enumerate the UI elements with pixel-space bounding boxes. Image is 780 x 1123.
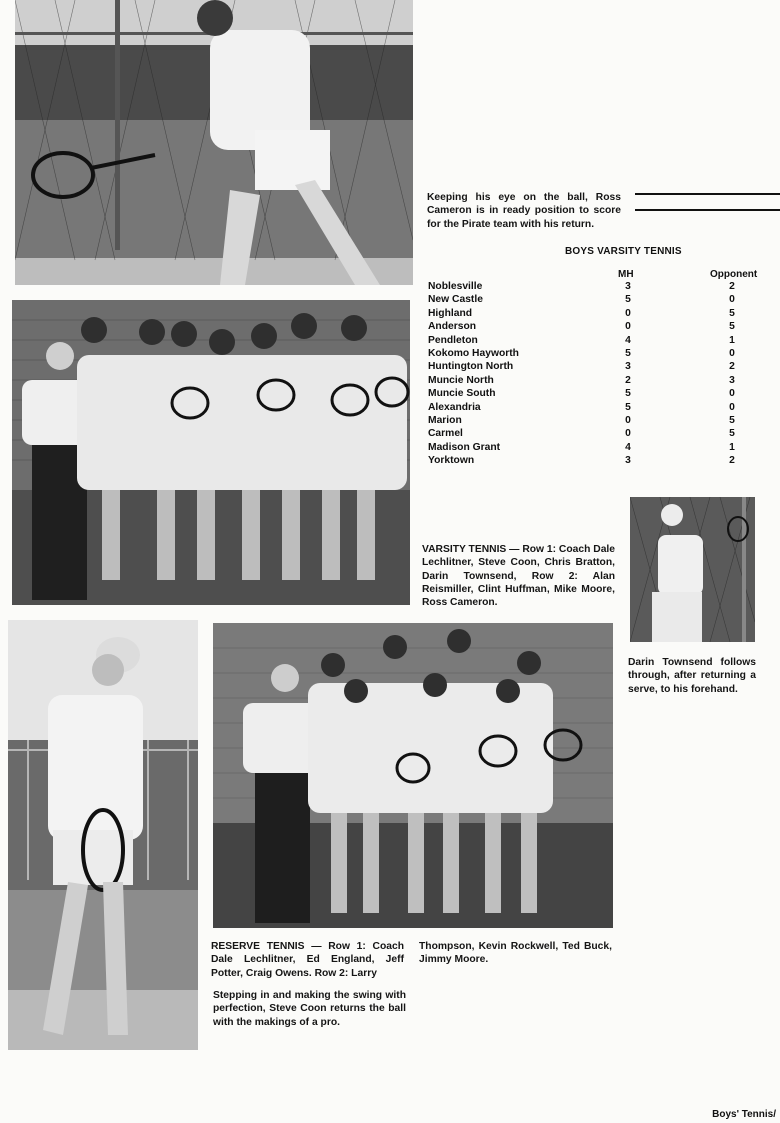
opponent-score: 0 — [729, 347, 735, 359]
opponent-name: Anderson — [428, 321, 477, 333]
opponent-name: Huntington North — [428, 361, 514, 373]
score-row — [428, 427, 768, 440]
score-row — [428, 280, 768, 293]
opponent-score: 5 — [729, 428, 735, 440]
scores-title: BOYS VARSITY TENNIS — [565, 246, 682, 257]
opponent-score: 5 — [729, 321, 735, 333]
page-footer: Boys' Tennis/ — [712, 1109, 776, 1120]
home-score: 0 — [625, 321, 631, 333]
home-score: 0 — [625, 307, 631, 319]
photo-varsity-team — [12, 300, 410, 605]
opponent-score: 5 — [729, 307, 735, 319]
opponent-score: 5 — [729, 414, 735, 426]
caption-reserve-col2: Thompson, Kevin Rockwell, Ted Buck, Jimmy Moore. — [419, 941, 612, 966]
opponent-name: Marion — [428, 414, 462, 426]
home-score: 5 — [625, 347, 631, 359]
opponent-score: 2 — [729, 361, 735, 373]
home-score: 3 — [625, 361, 631, 373]
home-score: 5 — [625, 388, 631, 400]
decorative-rule — [635, 193, 780, 195]
opponent-name: New Castle — [428, 294, 483, 306]
home-score: 3 — [625, 281, 631, 292]
caption-reserve-col1: RESERVE TENNIS — Row 1: Coach Dale Lechlitner, Ed England, Jeff Potter, Craig Owens. Row 2: Larry — [211, 941, 404, 979]
score-row — [428, 360, 768, 373]
score-row — [428, 454, 768, 467]
caption-ross-cameron: Keeping his eye on the ball, Ross Cameron is in ready position to score for the Pirate team with his return. — [427, 192, 621, 230]
score-row — [428, 401, 768, 414]
opponent-score: 0 — [729, 294, 735, 306]
caption-varsity-team: VARSITY TENNIS — Row 1: Coach Dale Lechlitner, Steve Coon, Chris Bratton, Darin Townsend, Row 2: Alan Reismiller, Clint Huffman, Mike Moore, Ross Cameron. — [422, 544, 616, 609]
home-score: 0 — [625, 414, 631, 426]
score-row — [428, 307, 768, 320]
opponent-name: Highland — [428, 307, 473, 319]
score-row — [428, 347, 768, 360]
home-score: 0 — [625, 428, 631, 440]
opponent-name: Muncie North — [428, 374, 494, 386]
opponent-score: 3 — [729, 374, 735, 386]
home-score: 5 — [625, 294, 631, 306]
opponent-name: Kokomo Hayworth — [428, 347, 519, 359]
opponent-score: 0 — [729, 388, 735, 400]
home-score: 4 — [625, 334, 631, 346]
opponent-name: Noblesville — [428, 281, 483, 292]
opponent-name: Muncie South — [428, 388, 496, 400]
home-score: 5 — [625, 401, 631, 413]
decorative-rule — [635, 209, 780, 211]
opponent-score: 0 — [729, 401, 735, 413]
opponent-name: Yorktown — [428, 455, 475, 467]
column-header-opponent: Opponent — [710, 269, 758, 280]
opponent-name: Pendleton — [428, 334, 478, 346]
score-row — [428, 387, 768, 400]
photo-ross-cameron — [15, 0, 413, 285]
column-header-mh: MH — [618, 269, 634, 280]
score-row — [428, 414, 768, 427]
opponent-name: Madison Grant — [428, 441, 501, 453]
opponent-score: 1 — [729, 334, 735, 346]
score-row — [428, 374, 768, 387]
opponent-name: Carmel — [428, 428, 463, 440]
score-row — [428, 320, 768, 333]
photo-darin-townsend — [630, 497, 755, 642]
scores-table — [428, 280, 768, 467]
score-row — [428, 293, 768, 306]
home-score: 4 — [625, 441, 631, 453]
caption-steve-coon: Stepping in and making the swing with perfection, Steve Coon returns the ball with the makings of a pro. — [213, 990, 406, 1028]
caption-darin-townsend: Darin Townsend follows through, after returning a serve, to his forehand. — [628, 657, 756, 695]
opponent-name: Alexandria — [428, 401, 481, 413]
home-score: 2 — [625, 374, 631, 386]
opponent-score: 2 — [729, 281, 735, 292]
opponent-score: 1 — [729, 441, 735, 453]
photo-reserve-team — [213, 623, 613, 928]
score-row — [428, 334, 768, 347]
score-row — [428, 441, 768, 454]
opponent-score: 2 — [729, 455, 735, 467]
photo-steve-coon — [8, 620, 198, 1050]
home-score: 3 — [625, 455, 631, 467]
